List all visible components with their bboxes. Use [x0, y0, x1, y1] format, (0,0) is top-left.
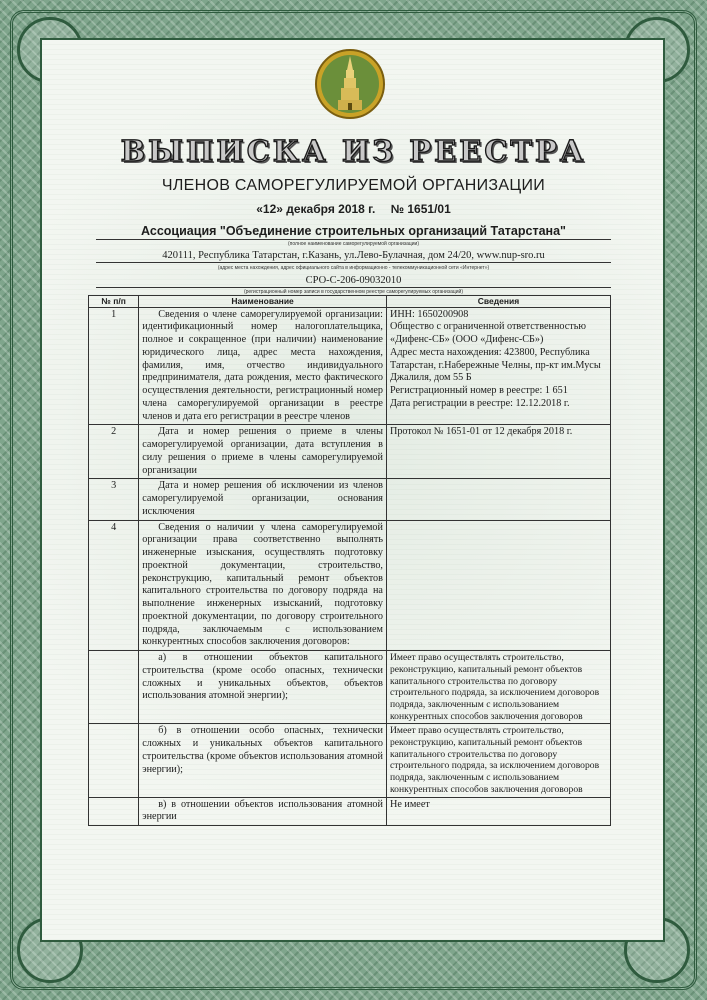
table-row [89, 651, 611, 724]
org-name-caption: (полное наименование саморегулируемой организации) [287, 241, 419, 247]
row-number: 2 [89, 425, 139, 479]
row-info [386, 307, 610, 425]
row-name: Дата и номер решения об исключении из членов саморегулируемой организации, основания исключения [139, 479, 387, 520]
row-info [386, 520, 610, 651]
table-row [89, 425, 611, 479]
table-row [89, 520, 611, 651]
row-name: Сведения о наличии у члена саморегулируемой организации права соответственно выполнять инженерные изыскания, осуществлять подготовку проектной документации, строительство, реконструкцию, капитальный ремонт объектов капитального строительства по договору подряда на выполнение инженерных изысканий, подготовку проектной документации, по договору строительного подряда, заключаемым с использованием конкурентных способов заключения договоров: [139, 520, 387, 651]
info-line: Дата регистрации в реестре: 12.12.2018 г. [389, 397, 570, 409]
row-number: 1 [89, 307, 139, 425]
issue-date: «12» декабря 2018 г. [256, 202, 376, 216]
column-header-name: Наименование [139, 296, 387, 308]
row-name: в) в отношении объектов использования атомной энергии [139, 797, 387, 826]
row-info [386, 479, 610, 520]
date-number-line [0, 202, 707, 216]
row-number [89, 651, 139, 724]
row-number [89, 797, 139, 826]
registry-table [88, 295, 611, 826]
tower-emblem-icon [314, 48, 386, 120]
info-line: ИНН: 1650200908 [389, 308, 469, 320]
document-title: ВЫПИСКА ИЗ РЕЕСТРА [120, 134, 587, 168]
table-row [89, 797, 611, 826]
info-line: Адрес места нахождения: 423800, Республика Татарстан, г.Набережные Челны, пр-кт им.Мусы Джалиля, дом 55 Б [389, 346, 601, 384]
organization-address: 420111, Республика Татарстан, г.Казань, ул.Лево-Булачная, дом 24/20, www.nup-sro.ru [96, 250, 611, 263]
table-header-row [89, 296, 611, 308]
registration-number: СРО-С-206-09032010 [96, 275, 611, 288]
row-name: Дата и номер решения о приеме в члены саморегулируемой организации, дата вступления в силу решения о приеме в члены саморегулируемой организации [139, 425, 387, 479]
row-info: Имеет право осуществлять строительство, реконструкцию, капитальный ремонт объектов капитального строительства по договору строительного подряда, за исключением договоров подряда, заключенным с использованием конкурентных способов заключения договоров [386, 724, 610, 797]
table-row [89, 307, 611, 425]
info-line: Общество с ограниченной ответственностью «Дифенс-СБ» (ООО «Дифенс-СБ») [389, 321, 586, 346]
row-info: Имеет право осуществлять строительство, реконструкцию, капитальный ремонт объектов капитального строительства по договору строительного подряда, за исключением договоров подряда, заключенным с использованием конкурентных способов заключения договоров [386, 651, 610, 724]
row-number: 4 [89, 520, 139, 651]
address-caption: (адрес места нахождения, адрес официального сайта в информационно - телекоммуникационной сети «Интернет») [217, 265, 490, 271]
row-number: 3 [89, 479, 139, 520]
issue-number: № 1651/01 [390, 202, 451, 216]
column-header-info: Сведения [386, 296, 610, 308]
row-name: а) в отношении объектов капитального строительства (кроме особо опасных, технически сложных и уникальных объектов, объектов использования атомной энергии); [139, 651, 387, 724]
document-subtitle: ЧЛЕНОВ САМОРЕГУЛИРУЕМОЙ ОРГАНИЗАЦИИ [161, 177, 546, 194]
info-line: Протокол № 1651-01 от 12 декабря 2018 г. [389, 426, 573, 438]
table-row [89, 479, 611, 520]
row-name: Сведения о члене саморегулируемой организации: идентификационный номер налогоплательщика, полное и сокращенное (при наличии) наименование юридического лица, адрес места нахождения, фамилия, имя, отчество индивидуального предпринимателя, дата рождения, место фактического осуществления деятельности, регистрационный номер члена саморегулируемой организации в реестре членов и дата его регистрации в реестре членов [139, 307, 387, 425]
table-row [89, 724, 611, 797]
reg-number-caption: (регистрационный номер записи в государственном реестре саморегулируемых организаций) [243, 289, 463, 295]
organization-name: Ассоциация "Объединение строительных организаций Татарстана" [96, 224, 611, 240]
row-info: Не имеет [386, 797, 610, 826]
row-info [386, 425, 610, 479]
info-line: Регистрационный номер в реестре: 1 651 [389, 385, 568, 397]
row-number [89, 724, 139, 797]
column-header-number: № п/п [89, 296, 139, 308]
row-name: б) в отношении особо опасных, технически сложных и уникальных объектов капитального строительства (кроме объектов использования атомной энергии); [139, 724, 387, 797]
